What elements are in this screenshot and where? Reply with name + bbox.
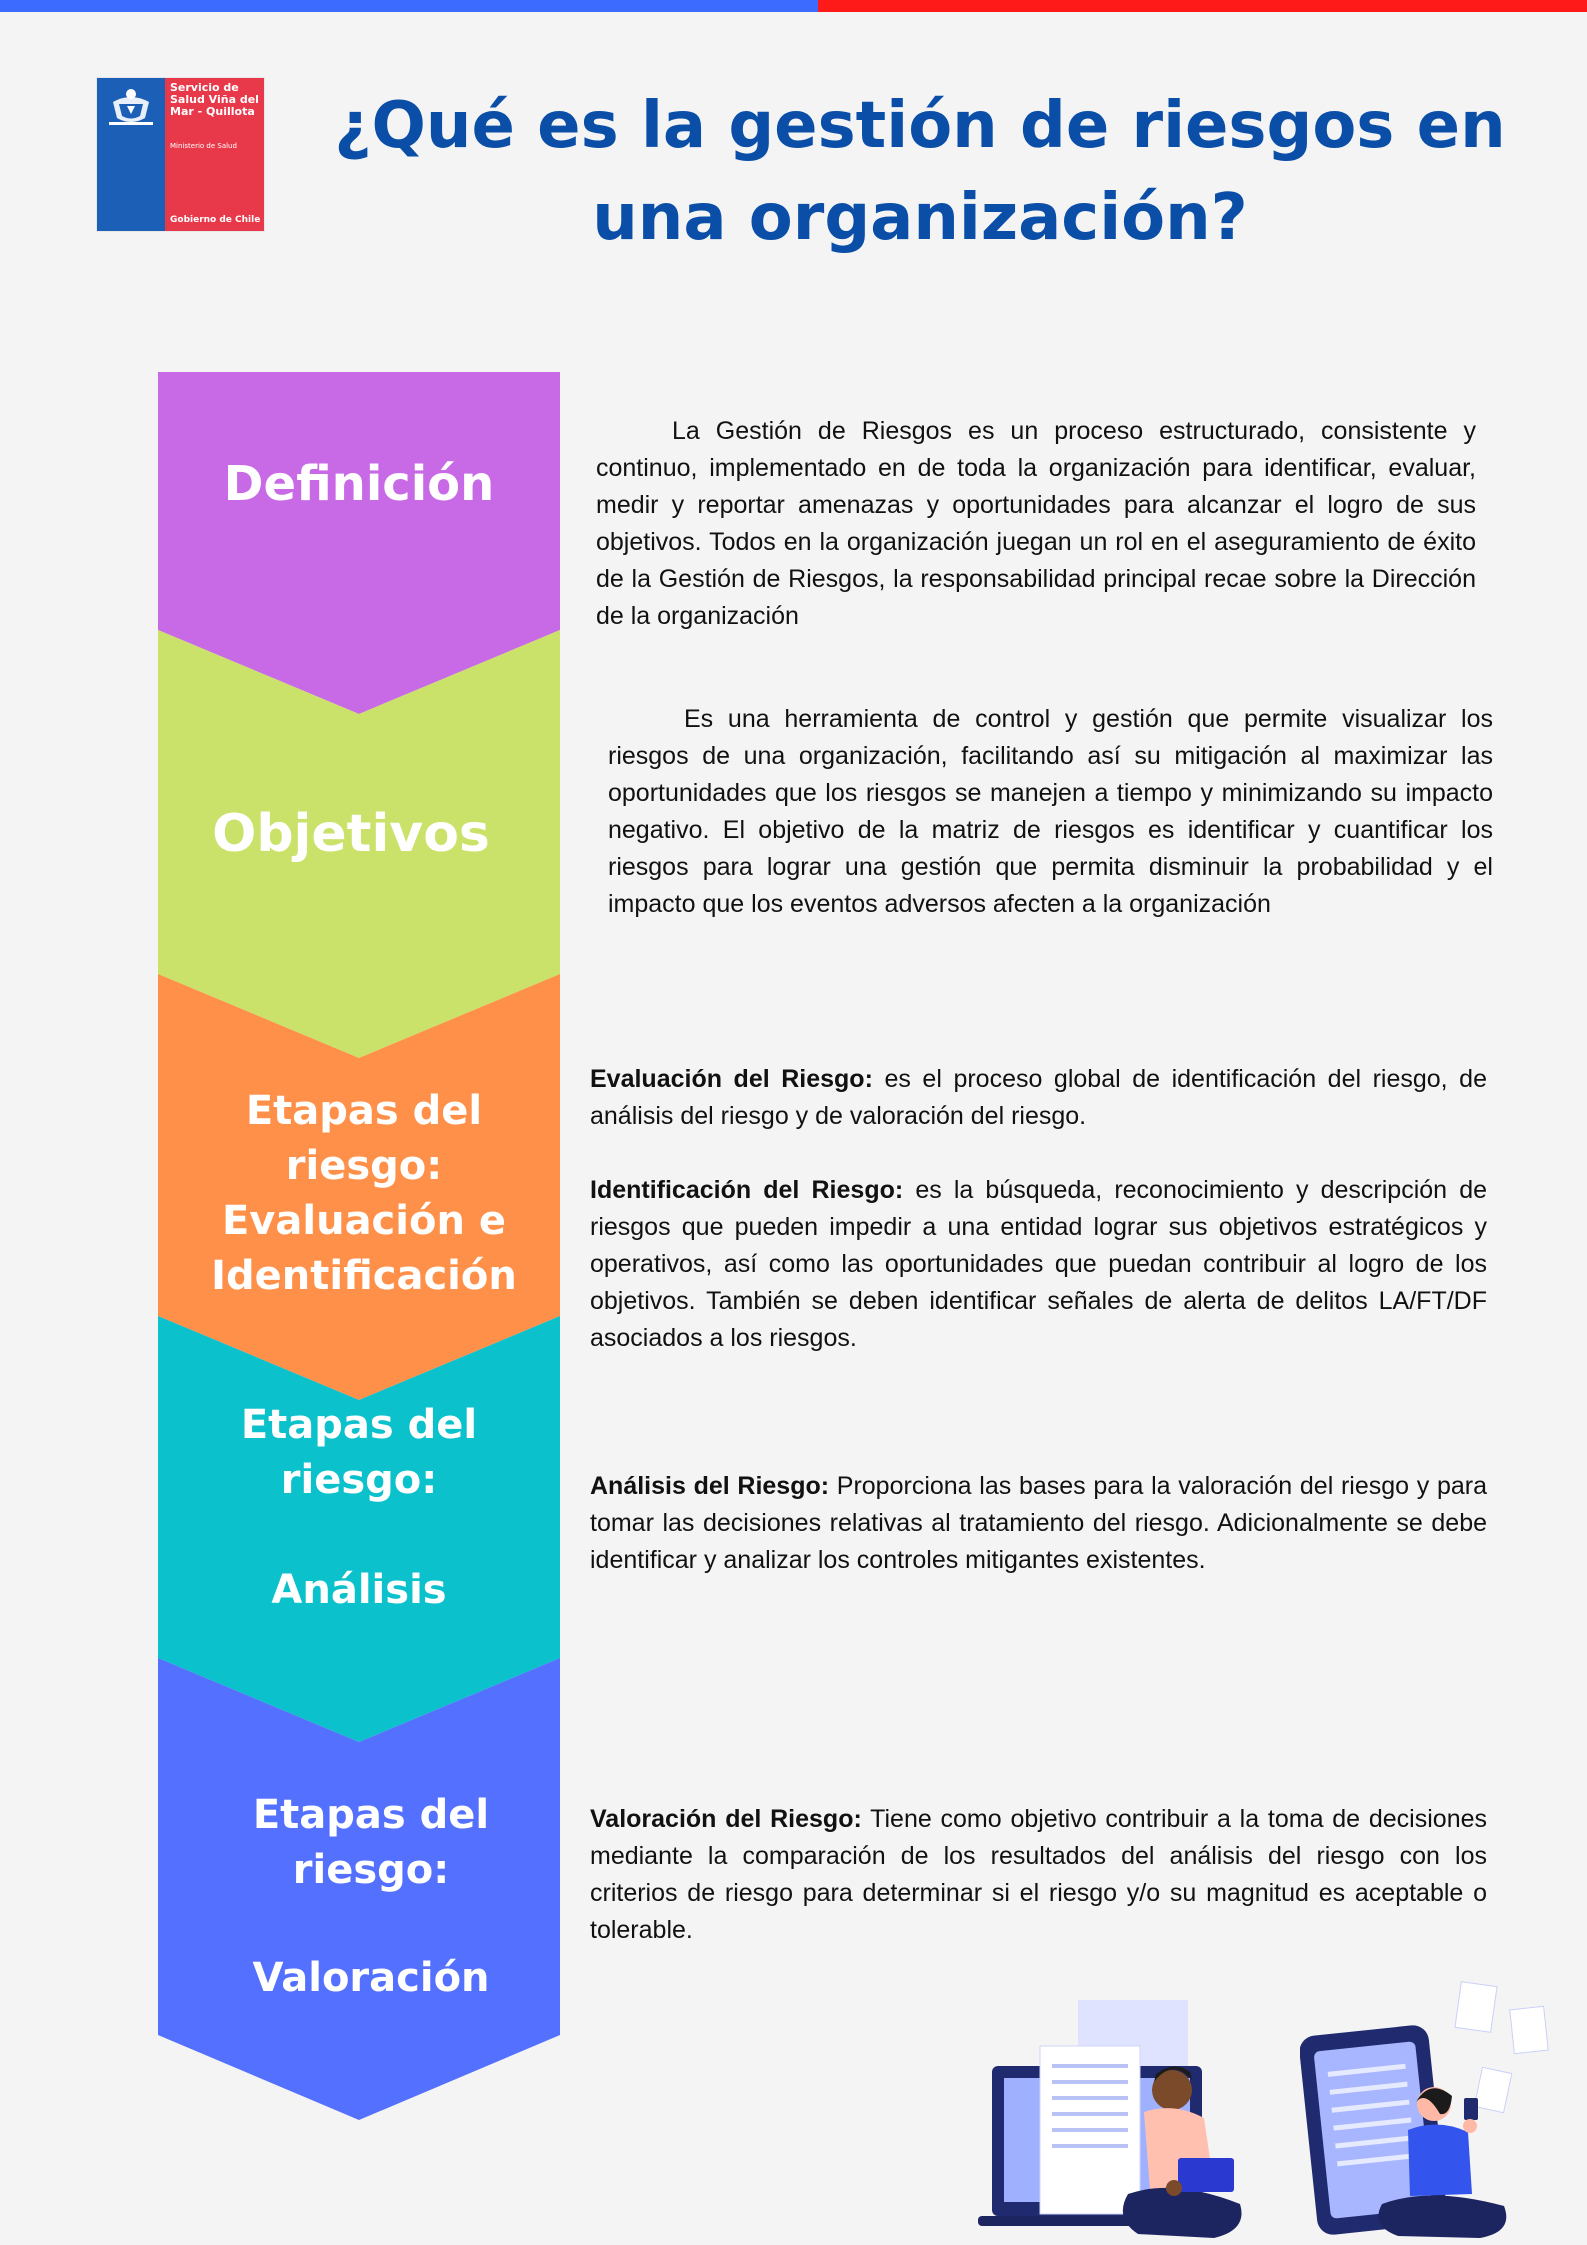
- logo-blue-panel: [97, 78, 165, 231]
- label-analisis: Etapas del riesgo: Análisis: [240, 1402, 478, 1613]
- top-bar-blue: [0, 0, 818, 12]
- page-title: ¿Qué es la gestión de riesgos en una organización?: [334, 89, 1506, 255]
- valoracion-text: Valoración del Riesgo: Tiene como objetivo contribuir a la toma de decisiones mediante la comparación de los resultados del análisis del riesgo con los criterios de riesgo para determinar si el riesgo y/o su magnitud es aceptable o tolerable.: [590, 1805, 1487, 1944]
- person-with-laptop-illustration: [978, 1998, 1268, 2245]
- evaluacion-paragraph: Evaluación del Riesgo: es el proceso global de identificación del riesgo, de análisis del riesgo y de valoración del riesgo.: [590, 1065, 1487, 1130]
- definicion-text: La Gestión de Riesgos es un proceso estructurado, consistente y continuo, implementado en de toda la organización para identificar, evaluar, medir y reportar amenazas y oportunidades para alcanzar el logro de sus objetivos. Todos en la organización juegan un rol en el aseguramiento de éxito de la Gestión de Riesgos, la responsabilidad principal recae sobre la Dirección de la organización: [596, 417, 1476, 630]
- label-objetivos: Objetivos: [212, 804, 490, 864]
- logo-service-name: Servicio de Salud Viña del Mar - Quillota: [170, 81, 259, 118]
- identificacion-paragraph: Identificación del Riesgo: es la búsqueda, reconocimiento y descripción de riesgos que pueden impedir a una entidad lograr sus objetivos estratégicos y operativos, así como las oportunidades que puedan contribuir al logro de los objetivos. También se deben identificar señales de alerta de delitos LA/FT/DF asociados a los riesgos.: [590, 1176, 1487, 1352]
- analisis-text: Análisis del Riesgo: Proporciona las bases para la valoración del riesgo y para tomar las decisiones relativas al tratamiento del riesgo. Adicionalmente se debe identificar y analizar los controles mitigantes existentes.: [590, 1472, 1487, 1574]
- logo-ministry: Ministerio de Salud: [170, 142, 237, 150]
- logo: [97, 78, 264, 231]
- logo-government: Gobierno de Chile: [170, 215, 261, 225]
- person-with-tablet-illustration: [1300, 1980, 1560, 2245]
- top-bar-red: [818, 0, 1587, 12]
- label-definicion: Definición: [223, 456, 495, 512]
- coat-of-arms-icon: [105, 84, 157, 128]
- label-evaluacion: Etapas del riesgo: Evaluación e Identificación: [211, 1088, 517, 1299]
- evaluacion-text: [590, 1061, 1487, 1357]
- objetivos-text: Es una herramienta de control y gestión que permite visualizar los riesgos de una organización, facilitando así su mitigación al maximizar las oportunidades que los riesgos se manejen a tiempo y minimizando su impacto negativo. El objetivo de la matriz de riesgos es identificar y cuantificar los riesgos para lograr una gestión que permita disminuir la probabilidad y el impacto que los eventos adversos afecten a la organización: [608, 705, 1493, 918]
- logo-red-panel: [165, 78, 264, 231]
- label-valoracion: Etapas del riesgo: Valoración: [252, 1792, 490, 2001]
